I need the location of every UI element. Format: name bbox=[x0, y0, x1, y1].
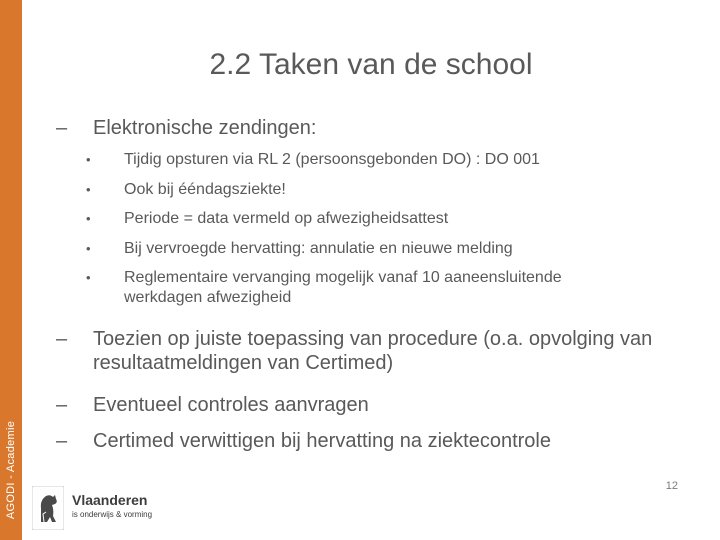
page-number: 12 bbox=[665, 480, 678, 492]
list-item-text: Bij vervroegde hervatting: annulatie en nieuwe melding bbox=[124, 240, 513, 257]
list-item-text: Ook bij ééndagsziekte! bbox=[124, 181, 286, 198]
dash-marker: – bbox=[56, 430, 68, 452]
logo-name: Vlaanderen bbox=[72, 492, 148, 508]
bullet-marker: • bbox=[86, 182, 91, 197]
section-text: Certimed verwittigen bij hervatting na ziektecontrole bbox=[93, 430, 551, 452]
section-text: Elektronische zendingen: bbox=[93, 117, 317, 139]
sidebar-label: AGODI - Academie bbox=[5, 420, 17, 520]
bullet-marker: • bbox=[86, 211, 91, 226]
section-text: Toezien op juiste toepassing van procedure (o.a. opvolging van resultaatmeldingen van Certimed) bbox=[93, 328, 653, 374]
section-text: Eventueel controles aanvragen bbox=[93, 394, 369, 416]
list-item-text: Periode = data vermeld op afwezigheidsattest bbox=[124, 210, 449, 227]
sidebar-strip bbox=[0, 0, 22, 540]
bullet-marker: • bbox=[86, 241, 91, 256]
vlaanderen-logo bbox=[32, 486, 182, 532]
dash-marker: – bbox=[56, 328, 68, 350]
slide-title: 2.2 Taken van de school bbox=[209, 48, 533, 81]
logo-tagline: is onderwijs & vorming bbox=[72, 510, 153, 519]
lion-icon bbox=[32, 486, 64, 530]
list-item-text: Reglementaire vervanging mogelijk vanaf 10 aaneensluitende werkdagen afwezigheid bbox=[124, 269, 562, 306]
list-item-text: Tijdig opsturen via RL 2 (persoonsgebonden DO) : DO 001 bbox=[124, 151, 540, 168]
bullet-marker: • bbox=[86, 270, 91, 285]
dash-marker: – bbox=[56, 394, 68, 416]
bullet-marker: • bbox=[86, 152, 91, 167]
dash-marker: – bbox=[56, 117, 68, 139]
